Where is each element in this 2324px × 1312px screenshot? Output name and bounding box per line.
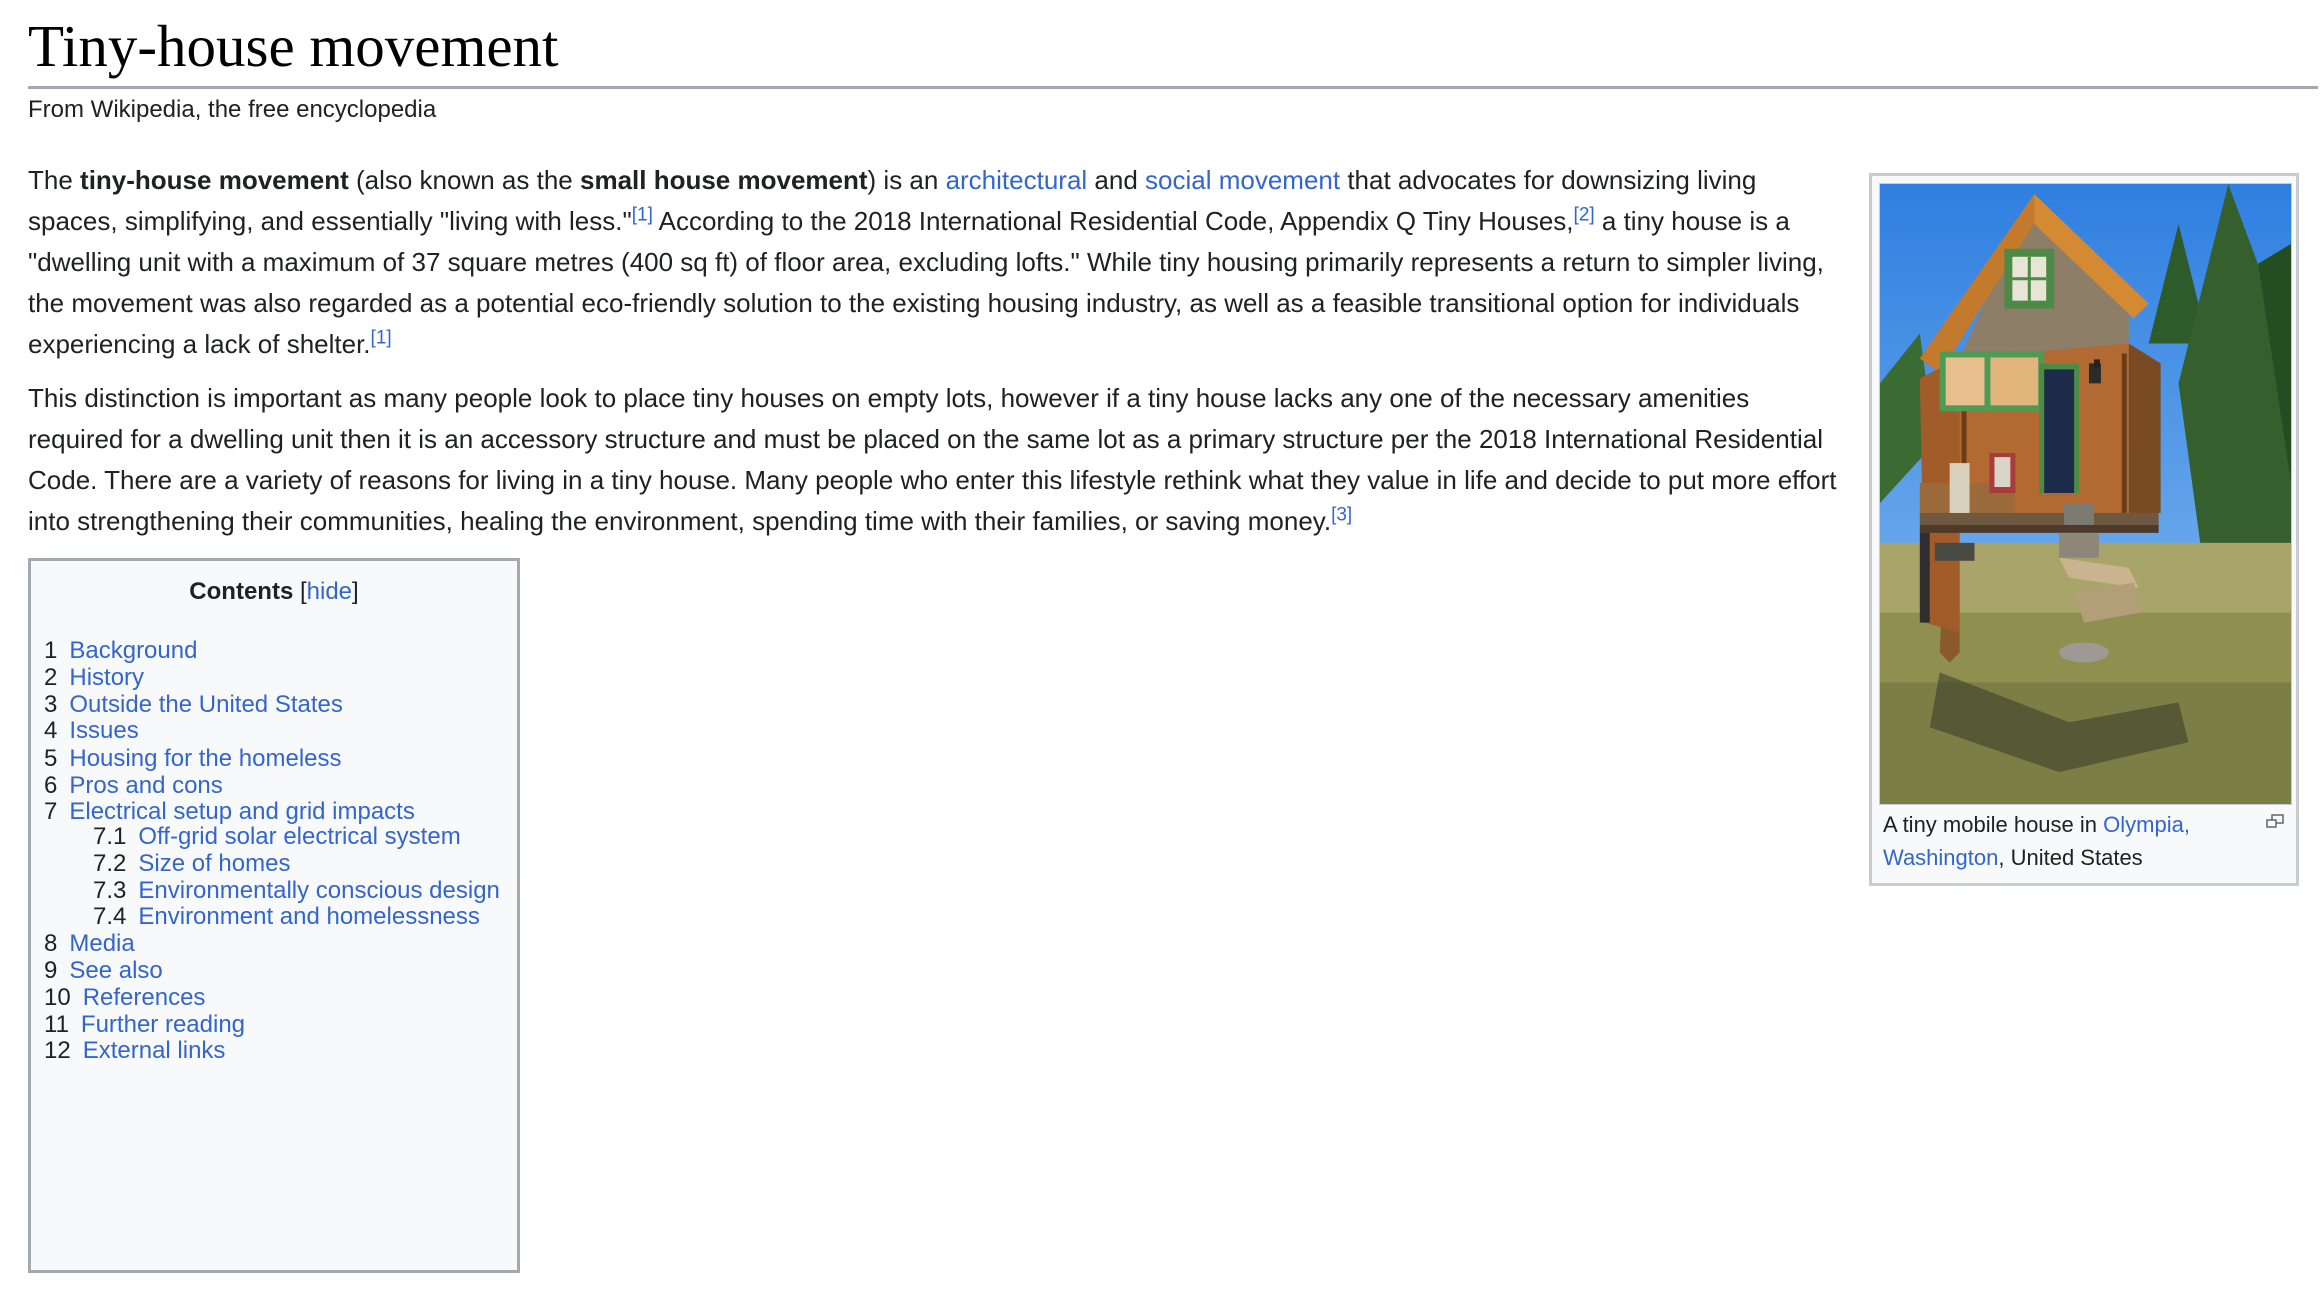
tiny-house-photo[interactable] [1879, 183, 2292, 805]
toc-link[interactable]: Further reading [80, 1011, 246, 1038]
toc-number: 3 [44, 691, 58, 718]
text-segment: The [28, 165, 81, 195]
link-architectural[interactable]: architectural [945, 165, 1088, 195]
citation-link[interactable]: [1] [631, 204, 653, 226]
toc-item-environment-homelessness[interactable] [93, 900, 480, 934]
toc-link[interactable]: History [69, 664, 145, 691]
caption-text: , United States [1998, 845, 2143, 870]
toc-number: 9 [44, 957, 58, 984]
text-segment: and [1087, 165, 1146, 195]
toc-number: 1 [44, 637, 58, 664]
toc-number: 10 [44, 984, 71, 1011]
toc-number: 11 [44, 1011, 69, 1038]
toc-number: 8 [44, 930, 58, 957]
toc-number: 12 [44, 1037, 71, 1064]
toc-number: 7.4 [93, 903, 127, 930]
toc-link[interactable]: Pros and cons [69, 772, 223, 799]
caption-text: A tiny mobile house in [1883, 812, 2104, 837]
toc-number: 7 [44, 798, 58, 825]
bold-term: tiny-house movement [80, 165, 349, 195]
intro-paragraph-2 [28, 378, 1838, 542]
toc-header [31, 575, 517, 609]
toc-link[interactable]: Environment and homelessness [138, 903, 480, 930]
toc-link[interactable]: See also [69, 957, 163, 984]
link-olympia-washington[interactable]: Olympia, Washington [1883, 812, 2190, 870]
toc-number: 4 [44, 717, 58, 744]
toc-number: 5 [44, 745, 58, 772]
toc-link[interactable]: Issues [69, 717, 139, 744]
toc-hide-toggle[interactable]: hide [306, 578, 353, 605]
bold-term: small house movement [579, 165, 868, 195]
toc-link[interactable]: External links [82, 1037, 226, 1064]
toc-link[interactable]: Electrical setup and grid impacts [69, 798, 415, 825]
toc-link[interactable]: Off-grid solar electrical system [138, 823, 461, 850]
article-body [28, 160, 1838, 555]
link-social-movement[interactable]: social movement [1145, 165, 1341, 195]
text-segment: that advocates for downsizing living spaces, simplifying, and essentially "living with less." [28, 165, 1757, 236]
toc-link[interactable]: Background [69, 637, 198, 664]
toc-number: 7.2 [93, 850, 127, 877]
toc-link[interactable]: Media [69, 930, 135, 957]
text-segment: According to the 2018 International Residential Code, Appendix Q Tiny Houses, [652, 206, 1574, 236]
toc-link[interactable]: Housing for the homeless [69, 745, 342, 772]
toc-item-external-links[interactable] [44, 1034, 225, 1068]
image-caption [1883, 808, 2223, 874]
toc-link[interactable]: Size of homes [138, 850, 291, 877]
citation-link[interactable]: [1] [370, 327, 392, 349]
table-of-contents [28, 558, 520, 1273]
text-segment: (also known as the [348, 165, 580, 195]
toc-link[interactable]: Outside the United States [69, 691, 343, 718]
infobox-image-figure [1869, 173, 2299, 886]
text-segment: a tiny house is a "dwelling unit with a maximum of 37 square metres (400 sq ft) of floor area, excluding lofts." While tiny housing primarily represents a return to simpler living, the movement was also regarded as a potential eco-friendly solution to the existing housing industry, as well as a feasible transitional option for individuals experiencing a lack of shelter. [28, 206, 1824, 359]
citation-link[interactable]: [3] [1331, 504, 1353, 526]
site-tagline: From Wikipedia, the free encyclopedia [28, 96, 437, 123]
toc-bracket-open: [ [299, 578, 307, 605]
toc-link[interactable]: Environmentally conscious design [138, 877, 500, 904]
toc-title: Contents [189, 578, 294, 605]
text-segment: ) is an [867, 165, 946, 195]
toc-link[interactable]: References [82, 984, 206, 1011]
citation-link[interactable]: [2] [1573, 204, 1595, 226]
toc-number: 6 [44, 772, 58, 799]
toc-number: 7.1 [93, 823, 127, 850]
toc-bracket-close: ] [352, 578, 359, 605]
page-title: Tiny-house movement [28, 10, 2318, 89]
intro-paragraph-1 [28, 160, 1838, 365]
magnify-icon[interactable] [2266, 814, 2284, 828]
text-segment: This distinction is important as many people look to place tiny houses on empty lots, however if a tiny house lacks any one of the necessary amenities required for a dwelling unit then it is an accessory structure and must be placed on the same lot as a primary structure per the 2018 International Residential Code. There are a variety of reasons for living in a tiny house. Many people who enter this lifestyle rethink what they value in life and decide to put more effort into strengthening their communities, healing the environment, spending time with their families, or saving money. [28, 383, 1837, 536]
toc-number: 2 [44, 664, 58, 691]
toc-number: 7.3 [93, 877, 127, 904]
